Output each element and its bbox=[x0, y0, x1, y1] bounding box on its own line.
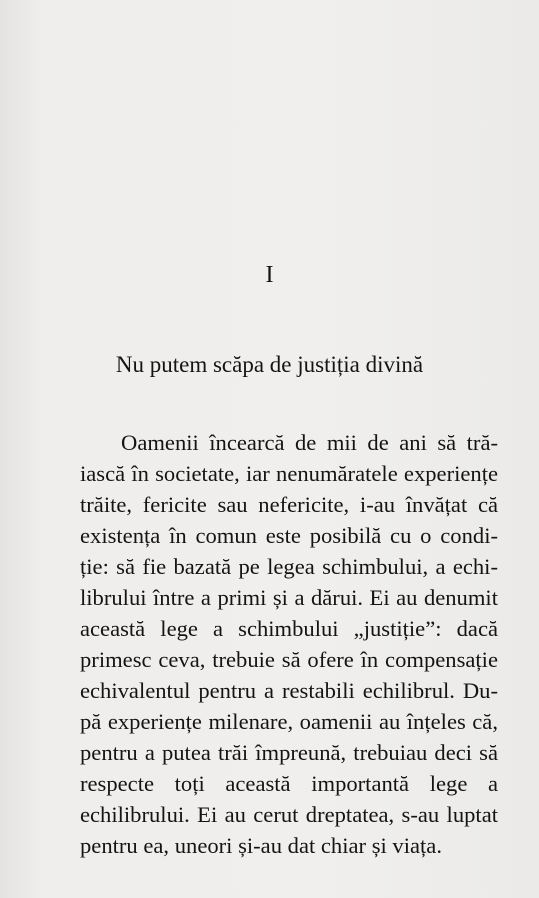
text-line: echivalentul pentru a restabili echilibrul. Du- bbox=[80, 678, 498, 703]
text-line: ție: să fie bazată pe legea schimbului, a echi- bbox=[80, 554, 498, 579]
text-line: trăite, fericite sau nefericite, i-au învățat că bbox=[80, 492, 498, 517]
text-line: existența în comun este posibilă cu o condi- bbox=[80, 523, 498, 548]
body-paragraph bbox=[80, 427, 498, 861]
chapter-number: I bbox=[265, 262, 274, 288]
text-line: librului între a primi și a dărui. Ei au denumit bbox=[80, 585, 498, 610]
text-line: respecte toți această importantă lege a bbox=[80, 771, 498, 796]
text-line: această lege a schimbului „justiție”: dacă bbox=[80, 616, 498, 641]
text-line: pă experiențe milenare, oamenii au înțeles că, bbox=[80, 709, 498, 734]
text-line: pentru ea, uneori și-au dat chiar și viața. bbox=[80, 833, 442, 858]
chapter-title: Nu putem scăpa de justiția divină bbox=[115, 352, 424, 377]
text-line: primesc ceva, trebuie să ofere în compensație bbox=[80, 647, 498, 672]
text-line: iască în societate, iar nenumăratele experiențe bbox=[80, 461, 498, 486]
text-line: echilibrului. Ei au cerut dreptatea, s-au luptat bbox=[80, 802, 498, 827]
text-line: Oamenii încearcă de mii de ani să tră- bbox=[121, 430, 498, 455]
text-line: pentru a putea trăi împreună, trebuiau deci să bbox=[80, 740, 498, 765]
